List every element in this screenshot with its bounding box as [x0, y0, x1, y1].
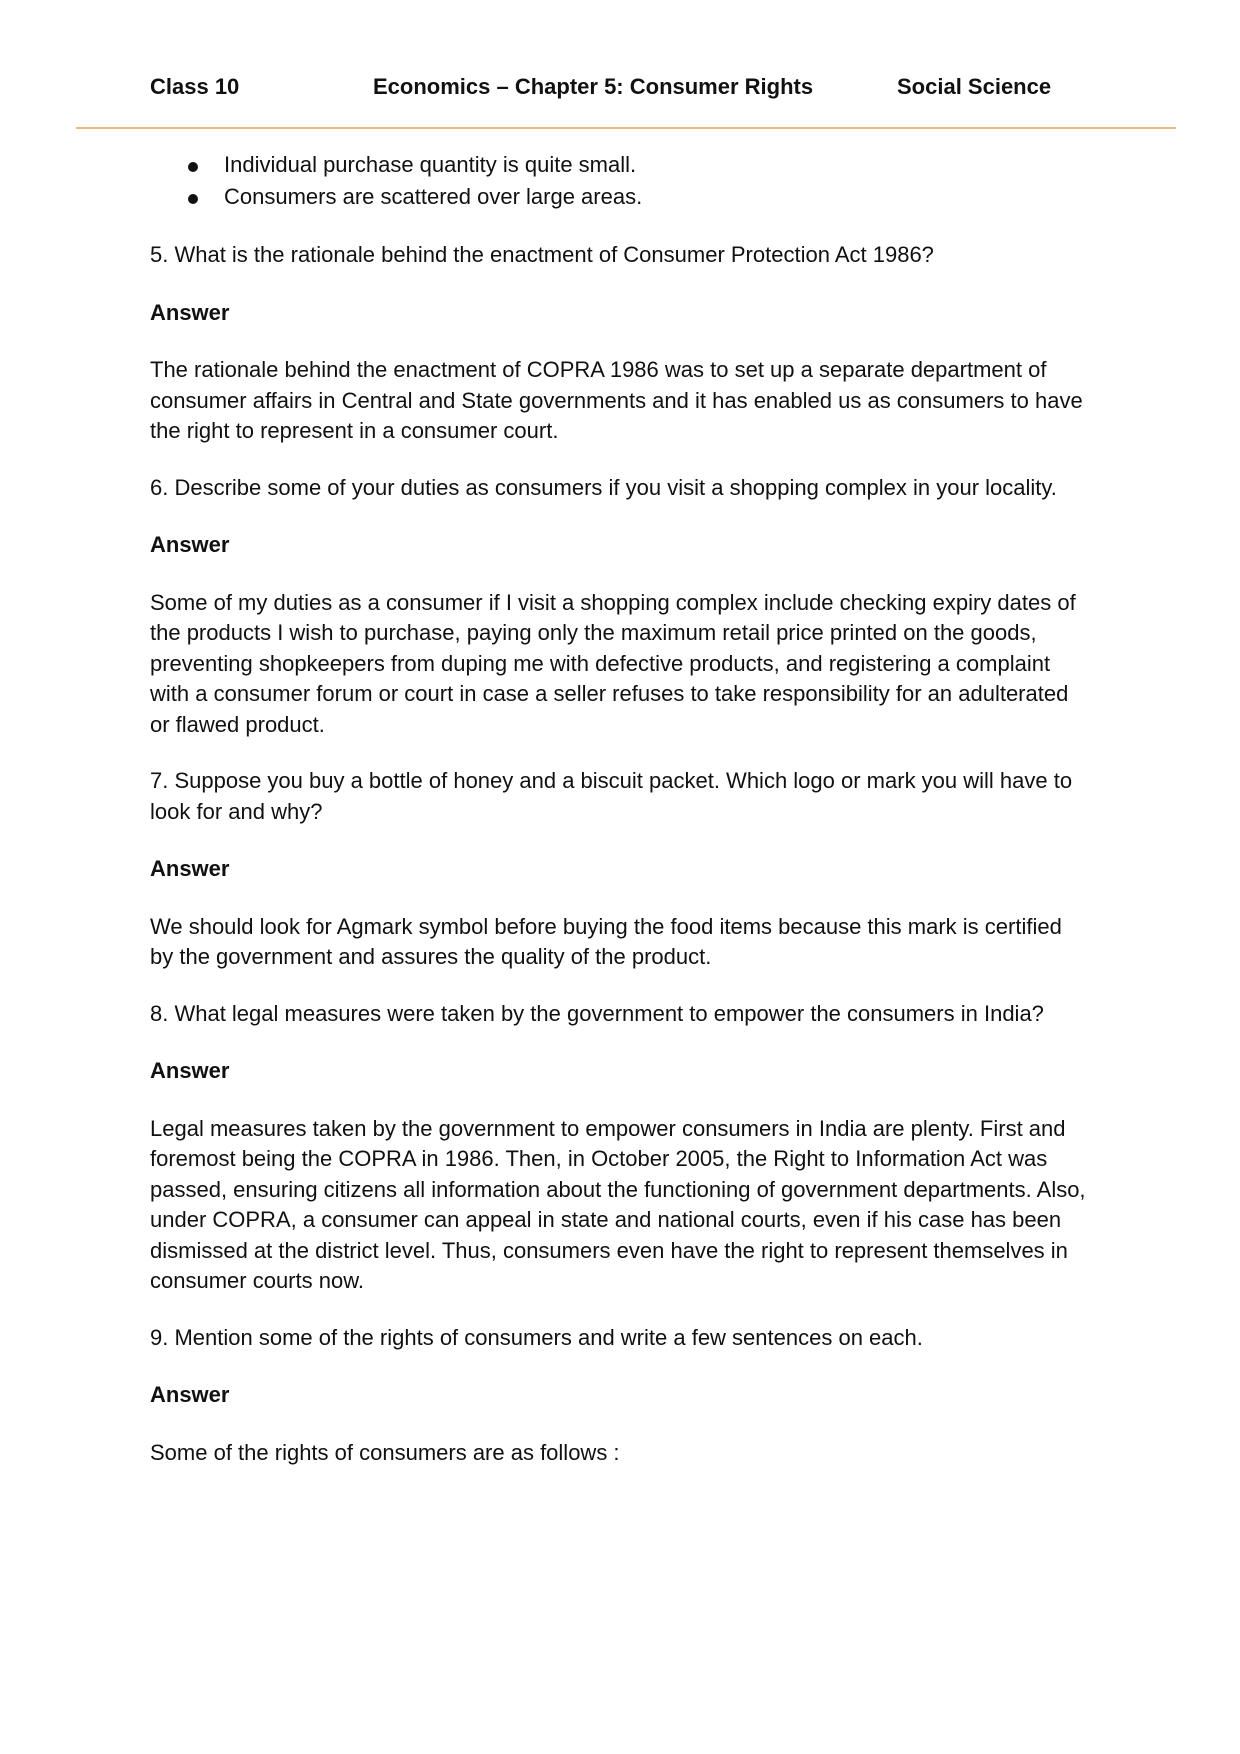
- bullet-text: Consumers are scattered over large areas.: [224, 184, 643, 209]
- bullet-item: [150, 182, 1090, 214]
- header-chapter-title: Economics – Chapter 5: Consumer Rights: [373, 74, 814, 99]
- answer-7: We should look for Agmark symbol before buying the food items because this mark is certified by the government and assures the quality of the product.: [150, 913, 1062, 969]
- page-content: [150, 150, 1090, 1468]
- question-5: 5. What is the rationale behind the enactment of Consumer Protection Act 1986?: [150, 242, 934, 267]
- bullet-list: [150, 150, 1090, 214]
- answer-heading: Answer: [150, 856, 230, 881]
- answer-heading: Answer: [150, 1058, 230, 1083]
- question-9: 9. Mention some of the rights of consumers and write a few sentences on each.: [150, 1324, 923, 1350]
- bullet-icon: [188, 194, 198, 204]
- question-6: 6. Describe some of your duties as consumers if you visit a shopping complex in your locality.: [150, 474, 1057, 500]
- header-subject: Social Science: [897, 74, 1052, 99]
- question-7: 7. Suppose you buy a bottle of honey and a biscuit packet. Which logo or mark you will have to look for and why?: [150, 768, 1073, 824]
- answer-5: The rationale behind the enactment of COPRA 1986 was to set up a separate department of consumer affairs in Central and State governments and it has enabled us as consumers to have the right to represent in a consumer court.: [150, 357, 1083, 443]
- bullet-icon: [188, 162, 198, 172]
- header-class-label: Class 10: [150, 74, 240, 99]
- answer-9: Some of the rights of consumers are as follows :: [150, 1439, 620, 1465]
- answer-heading: Answer: [150, 1382, 230, 1407]
- bullet-text: Individual purchase quantity is quite small.: [224, 152, 637, 177]
- question-8: 8. What legal measures were taken by the government to empower the consumers in India?: [150, 1000, 1044, 1026]
- answer-8: Legal measures taken by the government to empower consumers in India are plenty. First and foremost being the COPRA in 1986. Then, in October 2005, the Right to Information Act was passed, ensuring citizens all information about the functioning of government departments. Also, under COPRA, a consumer can appeal in state and national courts, even if his case has been dismissed at the district level. Thus, consumers even have the right to represent themselves in consumer courts now.: [150, 1115, 1086, 1293]
- answer-heading: Answer: [150, 532, 230, 557]
- header-divider: [76, 127, 1176, 129]
- bullet-item: [150, 150, 1090, 182]
- page-header: [150, 74, 1070, 108]
- answer-heading: Answer: [150, 299, 230, 325]
- answer-6: Some of my duties as a consumer if I visit a shopping complex include checking expiry dates of the products I wish to purchase, paying only the maximum retail price printed on the goods, preventing shopkeepers from duping me with defective products, and registering a complaint with a consumer forum or court in case a seller refuses to take responsibility for an adulterated or flawed product.: [150, 589, 1076, 737]
